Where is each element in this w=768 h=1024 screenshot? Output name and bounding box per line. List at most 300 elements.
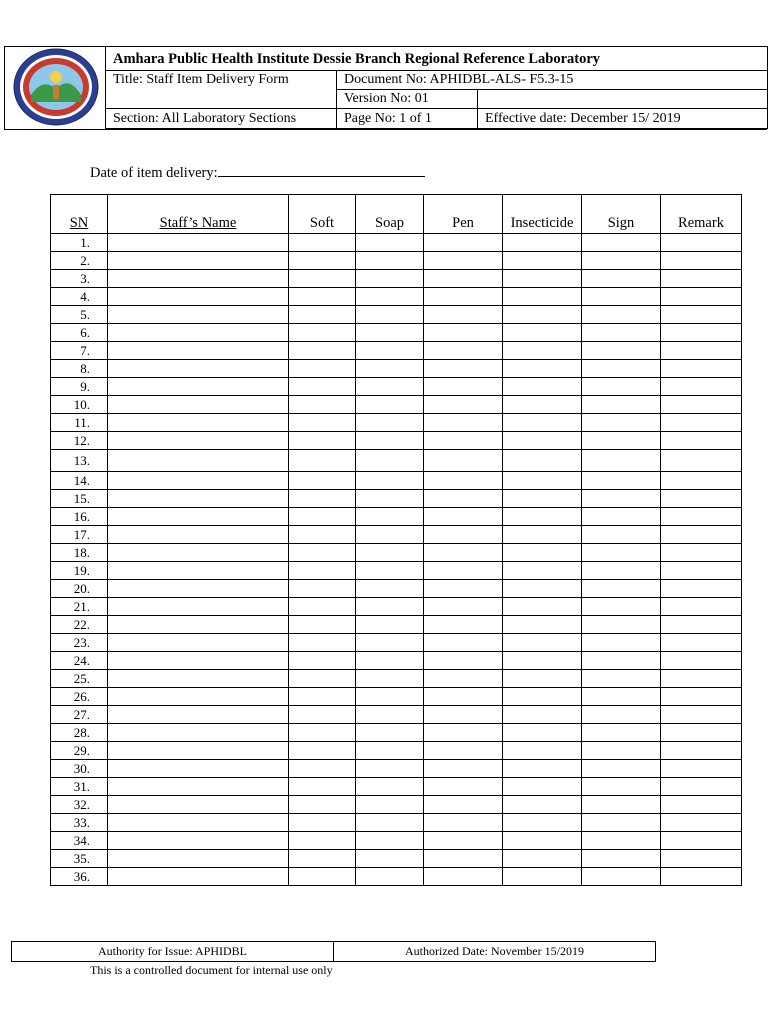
cell-insecticide[interactable] <box>503 706 582 724</box>
cell-sign[interactable] <box>582 472 661 490</box>
cell-soap[interactable] <box>356 288 424 306</box>
cell-pen[interactable] <box>424 396 503 414</box>
cell-pen[interactable] <box>424 760 503 778</box>
cell-remark[interactable] <box>661 544 742 562</box>
cell-staff-name[interactable] <box>108 490 289 508</box>
cell-pen[interactable] <box>424 652 503 670</box>
cell-soft[interactable] <box>289 252 356 270</box>
cell-soft[interactable] <box>289 472 356 490</box>
table-row <box>51 432 742 450</box>
cell-soft[interactable] <box>289 544 356 562</box>
cell-pen[interactable] <box>424 688 503 706</box>
cell-staff-name[interactable] <box>108 342 289 360</box>
cell-soft[interactable] <box>289 850 356 868</box>
cell-insecticide[interactable] <box>503 306 582 324</box>
cell-insecticide[interactable] <box>503 760 582 778</box>
cell-insecticide[interactable] <box>503 508 582 526</box>
cell-sign[interactable] <box>582 414 661 432</box>
cell-remark[interactable] <box>661 472 742 490</box>
page-number: Page No: 1 of 1 <box>337 109 478 129</box>
cell-sn: 14. <box>51 472 108 490</box>
cell-soft[interactable] <box>289 490 356 508</box>
cell-soap[interactable] <box>356 450 424 472</box>
cell-insecticide[interactable] <box>503 432 582 450</box>
cell-staff-name[interactable] <box>108 724 289 742</box>
cell-pen[interactable] <box>424 544 503 562</box>
cell-soft[interactable] <box>289 324 356 342</box>
cell-remark[interactable] <box>661 616 742 634</box>
cell-soap[interactable] <box>356 580 424 598</box>
cell-remark[interactable] <box>661 414 742 432</box>
cell-sign[interactable] <box>582 490 661 508</box>
cell-staff-name[interactable] <box>108 796 289 814</box>
cell-sign[interactable] <box>582 508 661 526</box>
cell-remark[interactable] <box>661 360 742 378</box>
cell-sign[interactable] <box>582 378 661 396</box>
cell-remark[interactable] <box>661 450 742 472</box>
cell-soap[interactable] <box>356 742 424 760</box>
cell-sign[interactable] <box>582 670 661 688</box>
cell-staff-name[interactable] <box>108 270 289 288</box>
cell-pen[interactable] <box>424 616 503 634</box>
cell-insecticide[interactable] <box>503 850 582 868</box>
cell-soap[interactable] <box>356 252 424 270</box>
cell-insecticide[interactable] <box>503 724 582 742</box>
cell-remark[interactable] <box>661 706 742 724</box>
cell-pen[interactable] <box>424 724 503 742</box>
cell-sign[interactable] <box>582 832 661 850</box>
cell-insecticide[interactable] <box>503 252 582 270</box>
cell-staff-name[interactable] <box>108 450 289 472</box>
cell-insecticide[interactable] <box>503 450 582 472</box>
table-row <box>51 414 742 432</box>
cell-remark[interactable] <box>661 742 742 760</box>
cell-pen[interactable] <box>424 490 503 508</box>
cell-sign[interactable] <box>582 360 661 378</box>
cell-pen[interactable] <box>424 850 503 868</box>
cell-pen[interactable] <box>424 234 503 252</box>
table-row <box>51 742 742 760</box>
cell-pen[interactable] <box>424 580 503 598</box>
cell-staff-name[interactable] <box>108 742 289 760</box>
cell-remark[interactable] <box>661 868 742 886</box>
cell-remark[interactable] <box>661 432 742 450</box>
cell-remark[interactable] <box>661 562 742 580</box>
cell-remark[interactable] <box>661 396 742 414</box>
cell-soap[interactable] <box>356 490 424 508</box>
cell-soft[interactable] <box>289 562 356 580</box>
cell-sign[interactable] <box>582 850 661 868</box>
cell-soft[interactable] <box>289 616 356 634</box>
cell-staff-name[interactable] <box>108 378 289 396</box>
cell-insecticide[interactable] <box>503 832 582 850</box>
cell-remark[interactable] <box>661 796 742 814</box>
logo-cell <box>5 47 105 129</box>
cell-insecticide[interactable] <box>503 580 582 598</box>
cell-remark[interactable] <box>661 652 742 670</box>
cell-staff-name[interactable] <box>108 544 289 562</box>
cell-staff-name[interactable] <box>108 850 289 868</box>
cell-soft[interactable] <box>289 360 356 378</box>
cell-insecticide[interactable] <box>503 814 582 832</box>
cell-sign[interactable] <box>582 432 661 450</box>
cell-pen[interactable] <box>424 706 503 724</box>
table-row <box>51 526 742 544</box>
cell-soap[interactable] <box>356 652 424 670</box>
cell-soap[interactable] <box>356 508 424 526</box>
cell-soap[interactable] <box>356 724 424 742</box>
cell-sn: 11. <box>51 414 108 432</box>
cell-insecticide[interactable] <box>503 562 582 580</box>
cell-sign[interactable] <box>582 742 661 760</box>
cell-insecticide[interactable] <box>503 868 582 886</box>
cell-remark[interactable] <box>661 526 742 544</box>
cell-pen[interactable] <box>424 508 503 526</box>
cell-soft[interactable] <box>289 432 356 450</box>
cell-soap[interactable] <box>356 814 424 832</box>
cell-soap[interactable] <box>356 270 424 288</box>
cell-staff-name[interactable] <box>108 414 289 432</box>
cell-sn: 10. <box>51 396 108 414</box>
cell-pen[interactable] <box>424 796 503 814</box>
cell-pen[interactable] <box>424 432 503 450</box>
cell-remark[interactable] <box>661 598 742 616</box>
cell-soft[interactable] <box>289 508 356 526</box>
col-header-insecticide: Insecticide <box>503 195 582 234</box>
cell-insecticide[interactable] <box>503 742 582 760</box>
cell-staff-name[interactable] <box>108 706 289 724</box>
cell-soap[interactable] <box>356 432 424 450</box>
table-row <box>51 306 742 324</box>
cell-staff-name[interactable] <box>108 688 289 706</box>
cell-staff-name[interactable] <box>108 324 289 342</box>
cell-staff-name[interactable] <box>108 252 289 270</box>
cell-insecticide[interactable] <box>503 616 582 634</box>
cell-soap[interactable] <box>356 670 424 688</box>
cell-soap[interactable] <box>356 616 424 634</box>
cell-sign[interactable] <box>582 234 661 252</box>
cell-staff-name[interactable] <box>108 432 289 450</box>
cell-soft[interactable] <box>289 580 356 598</box>
cell-pen[interactable] <box>424 472 503 490</box>
cell-pen[interactable] <box>424 360 503 378</box>
table-row <box>51 778 742 796</box>
cell-sn: 29. <box>51 742 108 760</box>
cell-staff-name[interactable] <box>108 652 289 670</box>
cell-sign[interactable] <box>582 342 661 360</box>
cell-sign[interactable] <box>582 580 661 598</box>
cell-remark[interactable] <box>661 288 742 306</box>
cell-soap[interactable] <box>356 342 424 360</box>
cell-sn: 3. <box>51 270 108 288</box>
cell-remark[interactable] <box>661 670 742 688</box>
table-body <box>51 234 742 886</box>
date-blank-field[interactable] <box>218 162 425 177</box>
cell-soap[interactable] <box>356 760 424 778</box>
cell-soap[interactable] <box>356 324 424 342</box>
cell-pen[interactable] <box>424 526 503 544</box>
cell-sign[interactable] <box>582 526 661 544</box>
cell-sn: 23. <box>51 634 108 652</box>
cell-staff-name[interactable] <box>108 634 289 652</box>
cell-soap[interactable] <box>356 234 424 252</box>
cell-insecticide[interactable] <box>503 652 582 670</box>
cell-insecticide[interactable] <box>503 544 582 562</box>
cell-pen[interactable] <box>424 252 503 270</box>
cell-insecticide[interactable] <box>503 342 582 360</box>
cell-soap[interactable] <box>356 634 424 652</box>
cell-remark[interactable] <box>661 832 742 850</box>
cell-staff-name[interactable] <box>108 562 289 580</box>
cell-insecticide[interactable] <box>503 670 582 688</box>
cell-sign[interactable] <box>582 252 661 270</box>
document-header <box>4 46 767 130</box>
cell-soap[interactable] <box>356 688 424 706</box>
cell-soap[interactable] <box>356 868 424 886</box>
cell-staff-name[interactable] <box>108 472 289 490</box>
cell-soap[interactable] <box>356 414 424 432</box>
cell-sign[interactable] <box>582 652 661 670</box>
cell-staff-name[interactable] <box>108 526 289 544</box>
cell-remark[interactable] <box>661 724 742 742</box>
cell-insecticide[interactable] <box>503 414 582 432</box>
cell-soap[interactable] <box>356 360 424 378</box>
cell-sn: 18. <box>51 544 108 562</box>
cell-sign[interactable] <box>582 868 661 886</box>
cell-remark[interactable] <box>661 378 742 396</box>
cell-pen[interactable] <box>424 634 503 652</box>
cell-soap[interactable] <box>356 306 424 324</box>
cell-sn: 6. <box>51 324 108 342</box>
cell-remark[interactable] <box>661 814 742 832</box>
col-header-soft: Soft <box>289 195 356 234</box>
table-row <box>51 652 742 670</box>
cell-soft[interactable] <box>289 526 356 544</box>
cell-sign[interactable] <box>582 688 661 706</box>
cell-remark[interactable] <box>661 342 742 360</box>
cell-staff-name[interactable] <box>108 832 289 850</box>
cell-staff-name[interactable] <box>108 288 289 306</box>
table-row <box>51 490 742 508</box>
cell-pen[interactable] <box>424 814 503 832</box>
cell-soft[interactable] <box>289 396 356 414</box>
cell-staff-name[interactable] <box>108 360 289 378</box>
cell-insecticide[interactable] <box>503 688 582 706</box>
cell-staff-name[interactable] <box>108 598 289 616</box>
cell-insecticide[interactable] <box>503 396 582 414</box>
col-header-pen: Pen <box>424 195 503 234</box>
cell-insecticide[interactable] <box>503 796 582 814</box>
cell-staff-name[interactable] <box>108 234 289 252</box>
cell-remark[interactable] <box>661 252 742 270</box>
cell-soft[interactable] <box>289 414 356 432</box>
cell-remark[interactable] <box>661 760 742 778</box>
cell-staff-name[interactable] <box>108 670 289 688</box>
cell-staff-name[interactable] <box>108 306 289 324</box>
cell-soft[interactable] <box>289 634 356 652</box>
cell-soft[interactable] <box>289 868 356 886</box>
cell-pen[interactable] <box>424 270 503 288</box>
authorized-date: Authorized Date: November 15/2019 <box>334 942 656 962</box>
cell-insecticide[interactable] <box>503 360 582 378</box>
table-row <box>51 724 742 742</box>
cell-soft[interactable] <box>289 778 356 796</box>
cell-sign[interactable] <box>582 544 661 562</box>
cell-soap[interactable] <box>356 796 424 814</box>
cell-remark[interactable] <box>661 270 742 288</box>
cell-insecticide[interactable] <box>503 778 582 796</box>
cell-sign[interactable] <box>582 324 661 342</box>
cell-insecticide[interactable] <box>503 598 582 616</box>
cell-pen[interactable] <box>424 778 503 796</box>
cell-sn: 24. <box>51 652 108 670</box>
cell-sign[interactable] <box>582 634 661 652</box>
version-empty-cell <box>478 90 768 109</box>
cell-staff-name[interactable] <box>108 868 289 886</box>
cell-pen[interactable] <box>424 342 503 360</box>
effective-date: Effective date: December 15/ 2019 <box>478 109 768 129</box>
cell-remark[interactable] <box>661 306 742 324</box>
cell-soap[interactable] <box>356 472 424 490</box>
authority-for-issue: Authority for Issue: APHIDBL <box>12 942 334 962</box>
table-row <box>51 850 742 868</box>
cell-soft[interactable] <box>289 742 356 760</box>
cell-pen[interactable] <box>424 742 503 760</box>
cell-sn: 31. <box>51 778 108 796</box>
cell-soft[interactable] <box>289 234 356 252</box>
cell-remark[interactable] <box>661 508 742 526</box>
cell-pen[interactable] <box>424 378 503 396</box>
cell-insecticide[interactable] <box>503 324 582 342</box>
cell-sign[interactable] <box>582 270 661 288</box>
cell-pen[interactable] <box>424 670 503 688</box>
cell-staff-name[interactable] <box>108 616 289 634</box>
cell-soft[interactable] <box>289 814 356 832</box>
cell-sn: 26. <box>51 688 108 706</box>
cell-sign[interactable] <box>582 450 661 472</box>
cell-remark[interactable] <box>661 580 742 598</box>
cell-pen[interactable] <box>424 306 503 324</box>
cell-soft[interactable] <box>289 670 356 688</box>
cell-soap[interactable] <box>356 778 424 796</box>
cell-sn: 4. <box>51 288 108 306</box>
table-row <box>51 814 742 832</box>
cell-insecticide[interactable] <box>503 234 582 252</box>
cell-soft[interactable] <box>289 724 356 742</box>
cell-soap[interactable] <box>356 598 424 616</box>
cell-insecticide[interactable] <box>503 526 582 544</box>
cell-sign[interactable] <box>582 814 661 832</box>
footer-box <box>11 941 656 962</box>
cell-soap[interactable] <box>356 526 424 544</box>
cell-insecticide[interactable] <box>503 288 582 306</box>
cell-pen[interactable] <box>424 832 503 850</box>
cell-pen[interactable] <box>424 324 503 342</box>
cell-sign[interactable] <box>582 288 661 306</box>
table-row <box>51 562 742 580</box>
cell-staff-name[interactable] <box>108 580 289 598</box>
cell-soft[interactable] <box>289 598 356 616</box>
cell-insecticide[interactable] <box>503 378 582 396</box>
cell-remark[interactable] <box>661 234 742 252</box>
cell-insecticide[interactable] <box>503 490 582 508</box>
cell-sign[interactable] <box>582 562 661 580</box>
table-row <box>51 270 742 288</box>
cell-soap[interactable] <box>356 832 424 850</box>
table-row <box>51 360 742 378</box>
cell-staff-name[interactable] <box>108 778 289 796</box>
cell-soft[interactable] <box>289 288 356 306</box>
cell-staff-name[interactable] <box>108 814 289 832</box>
cell-staff-name[interactable] <box>108 760 289 778</box>
cell-soap[interactable] <box>356 706 424 724</box>
cell-pen[interactable] <box>424 598 503 616</box>
cell-insecticide[interactable] <box>503 634 582 652</box>
cell-soft[interactable] <box>289 706 356 724</box>
cell-sign[interactable] <box>582 616 661 634</box>
cell-remark[interactable] <box>661 850 742 868</box>
cell-remark[interactable] <box>661 634 742 652</box>
cell-pen[interactable] <box>424 868 503 886</box>
cell-remark[interactable] <box>661 324 742 342</box>
cell-sign[interactable] <box>582 796 661 814</box>
cell-sign[interactable] <box>582 724 661 742</box>
cell-staff-name[interactable] <box>108 508 289 526</box>
cell-soft[interactable] <box>289 760 356 778</box>
cell-sn: 9. <box>51 378 108 396</box>
cell-pen[interactable] <box>424 414 503 432</box>
cell-soft[interactable] <box>289 832 356 850</box>
cell-pen[interactable] <box>424 288 503 306</box>
cell-sn: 20. <box>51 580 108 598</box>
cell-soap[interactable] <box>356 378 424 396</box>
cell-soap[interactable] <box>356 850 424 868</box>
cell-soft[interactable] <box>289 378 356 396</box>
cell-soft[interactable] <box>289 306 356 324</box>
cell-soap[interactable] <box>356 396 424 414</box>
cell-insecticide[interactable] <box>503 270 582 288</box>
cell-sn: 7. <box>51 342 108 360</box>
cell-sign[interactable] <box>582 306 661 324</box>
cell-sn: 33. <box>51 814 108 832</box>
cell-soap[interactable] <box>356 562 424 580</box>
cell-sign[interactable] <box>582 706 661 724</box>
cell-remark[interactable] <box>661 490 742 508</box>
cell-staff-name[interactable] <box>108 396 289 414</box>
cell-soft[interactable] <box>289 688 356 706</box>
cell-soft[interactable] <box>289 270 356 288</box>
table-row <box>51 450 742 472</box>
cell-sign[interactable] <box>582 760 661 778</box>
cell-pen[interactable] <box>424 562 503 580</box>
cell-remark[interactable] <box>661 778 742 796</box>
cell-soft[interactable] <box>289 342 356 360</box>
cell-sign[interactable] <box>582 396 661 414</box>
cell-pen[interactable] <box>424 450 503 472</box>
controlled-document-note: This is a controlled document for internal use only <box>90 963 333 977</box>
cell-insecticide[interactable] <box>503 472 582 490</box>
cell-soft[interactable] <box>289 450 356 472</box>
cell-sn: 5. <box>51 306 108 324</box>
table-row <box>51 796 742 814</box>
cell-sn: 28. <box>51 724 108 742</box>
cell-remark[interactable] <box>661 688 742 706</box>
cell-soap[interactable] <box>356 544 424 562</box>
cell-sign[interactable] <box>582 778 661 796</box>
cell-soft[interactable] <box>289 796 356 814</box>
cell-sign[interactable] <box>582 598 661 616</box>
cell-soft[interactable] <box>289 652 356 670</box>
